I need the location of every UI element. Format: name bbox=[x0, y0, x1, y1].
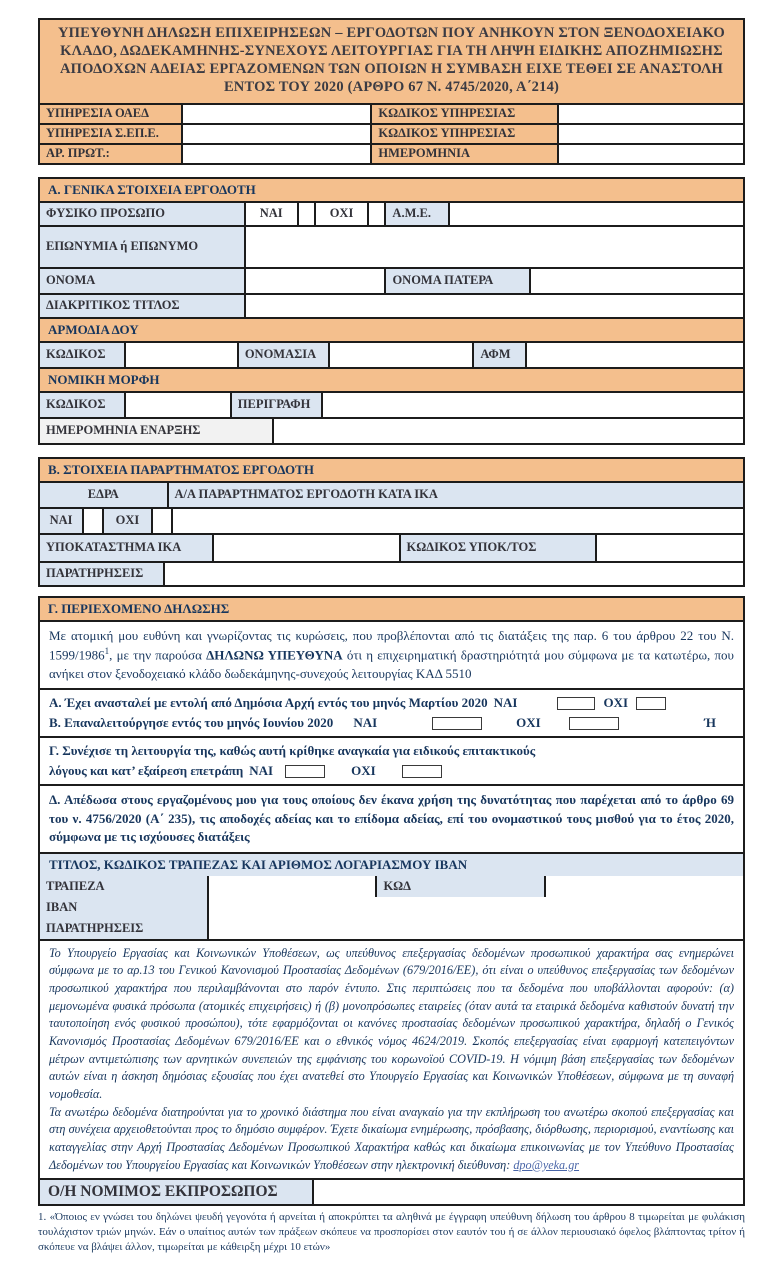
input-bank[interactable] bbox=[209, 876, 378, 897]
input-legal-representative[interactable] bbox=[314, 1180, 743, 1204]
gdpr-paragraph-2 bbox=[49, 1104, 734, 1175]
label-ika-branch: ΥΠΟΚΑΤΑΣΤΗΜΑ ΙΚΑ bbox=[40, 535, 212, 561]
input-branch-number[interactable] bbox=[171, 509, 743, 533]
input-service-code-sepe[interactable] bbox=[557, 125, 743, 143]
label-b-remarks: ΠΑΡΑΤΗΡΗΣΕΙΣ bbox=[40, 563, 163, 585]
label-bank: ΤΡΑΠΕΖΑ bbox=[40, 876, 209, 897]
row-first-name bbox=[40, 267, 743, 293]
legal-form-header: ΝΟΜΙΚΗ ΜΟΡΦΗ bbox=[40, 367, 743, 391]
option-no-label: ΟΧΙ bbox=[314, 203, 367, 225]
checkbox-item-b-yes[interactable] bbox=[432, 717, 482, 730]
item-d-text: Δ. Απέδωσα στους εργαζομένους μου για τους οποίους δεν έκανα χρήση της δυνατότητας που παρέχεται από το άρθρο 69 του ν. 4756/2020 (Α΄ 235), τις αποδοχές αδείας και το επίδομα αδείας, επί του ονομαστικού τους μισθού για το έτος 2020, σύμφωνα με τις ισχύουσες διατάξεις bbox=[40, 784, 743, 851]
item-b-yes-label: ΝΑΙ bbox=[353, 715, 378, 731]
checkbox-physical-no[interactable] bbox=[367, 203, 385, 225]
label-date: ΗΜΕΡΟΜΗΝΙΑ bbox=[370, 145, 556, 163]
item-c-line1: Γ. Συνέχισε τη λειτουργία της, καθώς αυτή κρίθηκε αναγκαία για ειδικούς επιτακτικούς bbox=[49, 743, 536, 759]
input-service-sepe[interactable] bbox=[181, 125, 371, 143]
row-company-name bbox=[40, 225, 743, 267]
input-ame[interactable] bbox=[448, 203, 743, 225]
label-service-sepe: ΥΠΗΡΕΣΙΑ Σ.ΕΠ.Ε. bbox=[40, 125, 181, 143]
footnote-ref: 1 bbox=[104, 645, 110, 656]
section-c-header: Γ. ΠΕΡΙΕΧΟΜΕΝΟ ΔΗΛΩΣΗΣ bbox=[40, 598, 743, 620]
label-bank-code: ΚΩΔ bbox=[377, 876, 546, 897]
bank-section-header: ΤΙΤΛΟΣ, ΚΩΔΙΚΟΣ ΤΡΑΠΕΖΑΣ ΚΑΙ ΑΡΙΘΜΟΣ ΛΟΓΑΡΙΑΣΜΟΥ ΙΒΑΝ bbox=[40, 852, 743, 876]
label-legal-code: ΚΩΔΙΚΟΣ bbox=[40, 393, 124, 417]
input-b-remarks[interactable] bbox=[163, 563, 743, 585]
input-ika-code[interactable] bbox=[595, 535, 743, 561]
input-afm[interactable] bbox=[525, 343, 743, 367]
section-b-branch-details bbox=[38, 457, 745, 587]
input-bank-code[interactable] bbox=[546, 876, 743, 897]
label-doy-name: ΟΝΟΜΑΣΙΑ bbox=[237, 343, 328, 367]
row-bank-remarks bbox=[40, 918, 743, 939]
section-b-header: Β. ΣΤΟΙΧΕΙΑ ΠΑΡΑΡΤΗΜΑΤΟΣ ΕΡΓΟΔΟΤΗ bbox=[40, 459, 743, 481]
item-c-block bbox=[40, 736, 743, 784]
row-legal-representative bbox=[40, 1178, 743, 1204]
intro-text-3: ότι η επιχειρηματική δραστηριότητά μου σύμφωνα με τα κατωτέρω, που ανήκει στον ξενοδοχειακό κλάδο δωδεκάμηνης-συνεχούς λειτουργίας ΚΑΔ 5510 bbox=[49, 647, 734, 681]
declaration-intro bbox=[40, 620, 743, 689]
item-c-line2 bbox=[40, 761, 743, 781]
item-b-or-label: Ή bbox=[704, 715, 716, 731]
option-yes-label: ΝΑΙ bbox=[244, 203, 297, 225]
input-protocol-number[interactable] bbox=[181, 145, 371, 163]
doy-header: ΑΡΜΟΔΙΑ ΔΟΥ bbox=[40, 317, 743, 341]
item-c-no-label: ΟΧΙ bbox=[351, 763, 376, 779]
item-a-yes-label: ΝΑΙ bbox=[493, 695, 518, 711]
label-service-code-sepe: ΚΩΔΙΚΟΣ ΥΠΗΡΕΣΙΑΣ bbox=[370, 125, 556, 143]
label-first-name: ΟΝΟΜΑ bbox=[40, 269, 244, 293]
items-a-b-block bbox=[40, 688, 743, 736]
row-seat-yes-no bbox=[40, 507, 743, 533]
intro-declare-bold: ΔΗΛΩΝΩ ΥΠΕΥΘΥΝΑ bbox=[206, 647, 343, 663]
input-bank-remarks[interactable] bbox=[209, 918, 743, 939]
item-b-line bbox=[40, 713, 743, 733]
gdpr-paragraph-1: Το Υπουργείο Εργασίας και Κοινωνικών Υποθέσεων, ως υπεύθυνος επεξεργασίας δεδομένων προσωπικού χαρακτήρα σας ενημερώνει σύμφωνα με το αρ.13 του Γενικού Κανονισμού Προστασίας Δεδομένων (679/2016/ΕΕ), ότι είναι ο υπεύθυνος επεξεργασίας των δεδομένων προσωπικού χαρακτήρα που περιλαμβάνονται στο παρόν έντυπο. Στις περιπτώσεις που τα δεδομένα που υποβάλλονται αφορούν: (α) μεμονωμένα φυσικά πρόσωπα (ατομικές επιχειρήσεις) ή (β) μονοπρόσωπες εταιρείες (όταν αυτά τα εταιρικά δεδομένα καθιστούν δυνατή την ταυτοποίηση ενός φυσικού προσώπου), τότε εφαρμόζονται οι κανόνες προστασίας δεδομένων προσωπικού χαρακτήρα, δηλαδή ο Γενικός Κανονισμός Προστασίας Δεδομένων 679/2016/ΕΕ και ο εθνικός νόμος 4624/2019. Σκοπός επεξεργασίας είναι εφαρμογή κατεπειγόντων μέτρων αντιμετώπισης των αρνητικών συνεπειών της εμφάνισης του κορωνοϊού COVID-19. Η νόμιμη βάση επεξεργασίας των δεδομένων αυτών είναι η άσκηση δημόσιας εξουσίας που έχει ανατεθεί στο Υπουργείο Εργασίας και Κοινωνικών Υποθέσεων, σύμφωνα με τη συναφή νομοθεσία. bbox=[49, 945, 734, 1102]
input-doy-name[interactable] bbox=[328, 343, 472, 367]
input-service-oaed[interactable] bbox=[181, 105, 371, 123]
service-row-sepe bbox=[40, 123, 743, 143]
seat-yes-label: ΝΑΙ bbox=[40, 509, 82, 533]
label-legal-description: ΠΕΡΙΓΡΑΦΗ bbox=[230, 393, 321, 417]
label-trade-title: ΔΙΑΚΡΙΤΙΚΟΣ ΤΙΤΛΟΣ bbox=[40, 295, 244, 317]
bank-rows bbox=[40, 876, 743, 939]
input-legal-code[interactable] bbox=[124, 393, 229, 417]
label-father-name: ΟΝΟΜΑ ΠΑΤΕΡΑ bbox=[384, 269, 528, 293]
label-service-code-oaed: ΚΩΔΙΚΟΣ ΥΠΗΡΕΣΙΑΣ bbox=[370, 105, 556, 123]
row-b-remarks bbox=[40, 561, 743, 585]
gdpr-notice bbox=[40, 939, 743, 1179]
label-bank-remarks: ΠΑΡΑΤΗΡΗΣΕΙΣ bbox=[40, 918, 209, 939]
dpo-email-link[interactable]: dpo@yeka.gr bbox=[513, 1157, 580, 1172]
input-iban[interactable] bbox=[209, 897, 743, 918]
seat-no-label: ΟΧΙ bbox=[102, 509, 151, 533]
section-a-header: Α. ΓΕΝΙΚΑ ΣΤΟΙΧΕΙΑ ΕΡΓΟΔΟΤΗ bbox=[40, 179, 743, 201]
row-iban bbox=[40, 897, 743, 918]
service-row-protocol bbox=[40, 143, 743, 163]
checkbox-seat-yes[interactable] bbox=[82, 509, 102, 533]
input-legal-description[interactable] bbox=[321, 393, 743, 417]
intro-text-2: , με την παρούσα bbox=[109, 647, 207, 663]
label-physical-person: ΦΥΣΙΚΟ ΠΡΟΣΩΠΟ bbox=[40, 203, 244, 225]
form-title: ΥΠΕΥΘΥΝΗ ΔΗΛΩΣΗ ΕΠΙΧΕΙΡΗΣΕΩΝ – ΕΡΓΟΔΟΤΩΝ ΠΟΥ ΑΝΗΚΟΥΝ ΣΤΟΝ ΞΕΝΟΔΟΧΕΙΑΚΟ ΚΛΑΔΟ, ΔΩΔΕΚΑΜΗΝΗΣ-ΣΥΝΕΧΟΥΣ ΛΕΙΤΟΥΡΓΙΑΣ ΓΙΑ ΤΗ ΛΗΨΗ ΕΙΔΙΚΗΣ ΑΠΟΖΗΜΙΩΣΗΣ ΑΠΟΔΟΧΩΝ ΑΔΕΙΑΣ ΕΡΓΑΖΟΜΕΝΩΝ ΤΩΝ ΟΠΟΙΩΝ Η ΣΥΜΒΑΣΗ ΕΙΧΕ ΤΕΘΕΙ ΣΕ ΑΝΑΣΤΟΛΗ ΕΝΤΟΣ ΤΟΥ 2020 (ΑΡΘΡΟ 67 Ν. 4745/2020, Α΄214) bbox=[40, 20, 743, 103]
label-company-name: ΕΠΩΝΥΜΙΑ ή ΕΠΩΝΥΜΟ bbox=[40, 227, 244, 267]
legal-footnote: 1. «Όποιος εν γνώσει του δηλώνει ψευδή γεγονότα ή αρνείται ή αποκρύπτει τα αληθινά με έγγραφη υπεύθυνη δήλωση του άρθρου 8 τιμωρείται με φυλάκιση τουλάχιστον τριών μηνών. Εάν ο υπαίτιος αυτών των πράξεων σκόπευε να προσπορίσει στον εαυτόν του ή σε άλλον περιουσιακό όφελος βλάπτοντας τρίτον ή σκόπευε να βλάψει άλλον, τιμωρείται με κάθειρξη μέχρι 10 ετών» bbox=[38, 1211, 745, 1254]
checkbox-physical-yes[interactable] bbox=[297, 203, 315, 225]
item-c-line2-text: λόγους και κατ’ εξαίρεση επετράπη bbox=[49, 763, 244, 779]
input-service-code-oaed[interactable] bbox=[557, 105, 743, 123]
item-a-line bbox=[40, 693, 743, 713]
checkbox-item-c-yes[interactable] bbox=[285, 765, 325, 778]
label-legal-representative: Ο/Η ΝΟΜΙΜΟΣ ΕΚΠΡΟΣΩΠΟΣ bbox=[40, 1180, 314, 1204]
header-block bbox=[38, 18, 745, 165]
input-first-name[interactable] bbox=[244, 269, 385, 293]
input-doy-code[interactable] bbox=[124, 343, 236, 367]
row-ika-branch bbox=[40, 533, 743, 561]
input-trade-title[interactable] bbox=[244, 295, 743, 317]
section-c-declaration-content bbox=[38, 596, 745, 1207]
input-date[interactable] bbox=[557, 145, 743, 163]
input-company-name[interactable] bbox=[244, 227, 743, 267]
input-father-name[interactable] bbox=[529, 269, 743, 293]
label-branch-number: Α/Α ΠΑΡΑΡΤΗΜΑΤΟΣ ΕΡΓΟΔΟΤΗ ΚΑΤΑ ΙΚΑ bbox=[167, 483, 743, 507]
checkbox-item-a-yes[interactable] bbox=[557, 697, 595, 710]
label-start-date: ΗΜΕΡΟΜΗΝΙΑ ΕΝΑΡΞΗΣ bbox=[40, 419, 272, 443]
service-row-oaed bbox=[40, 103, 743, 123]
checkbox-item-c-no[interactable] bbox=[402, 765, 442, 778]
row-start-date bbox=[40, 417, 743, 443]
checkbox-item-b-no[interactable] bbox=[569, 717, 619, 730]
item-a-text: Α. Έχει ανασταλεί με εντολή από Δημόσια Αρχή εντός του μηνός Μαρτίου 2020 bbox=[49, 695, 488, 711]
row-physical-person bbox=[40, 201, 743, 225]
label-ika-code: ΚΩΔΙΚΟΣ ΥΠΟΚ/ΤΟΣ bbox=[399, 535, 596, 561]
gdpr-paragraph-2-text: Τα ανωτέρω δεδομένα διατηρούνται για το χρονικό διάστημα που είναι αναγκαίο για την εκπλήρωση του ανωτέρω σκοπού επεξεργασίας και στη συνέχεια αρχειοθετούνται προς το δημόσιο συμφέρον. Έχετε δικαίωμα ενημέρωσης, πρόσβασης, διόρθωσης, περιορισμού, εναντίωσης και καταγγελίας στην Αρχή Προστασίας Δεδομένων Προσωπικού Χαρακτήρα καθώς και δικαίωμα επικοινωνίας με τον Υπεύθυνο Προστασίας Δεδομένων του Υπουργείου Εργασίας και Κοινωνικών Υποθέσεων στην ηλεκτρονική διεύθυνση: bbox=[49, 1104, 734, 1172]
item-b-text: Β. Επαναλειτούργησε εντός του μηνός Ιουνίου 2020 bbox=[49, 715, 334, 731]
label-service-oaed: ΥΠΗΡΕΣΙΑ ΟΑΕΔ bbox=[40, 105, 181, 123]
label-iban: ΙΒΑΝ bbox=[40, 897, 209, 918]
row-seat-branch bbox=[40, 481, 743, 507]
intro-text-1: Με ατομική μου ευθύνη και γνωρίζοντας τις κυρώσεις, που προβλέπονται από τις διατάξεις της παρ. 6 του άρθρου 22 του Ν. 1599/1986 bbox=[49, 627, 734, 663]
label-protocol-number: ΑΡ. ΠΡΩΤ.: bbox=[40, 145, 181, 163]
item-c-yes-label: ΝΑΙ bbox=[249, 763, 274, 779]
row-legal-form bbox=[40, 391, 743, 417]
label-seat: ΕΔΡΑ bbox=[40, 483, 167, 507]
input-ika-branch[interactable] bbox=[212, 535, 398, 561]
item-b-no-label: ΟΧΙ bbox=[516, 715, 541, 731]
row-doy bbox=[40, 341, 743, 367]
label-afm: ΑΦΜ bbox=[472, 343, 525, 367]
item-a-no-label: ΟΧΙ bbox=[603, 695, 628, 711]
label-ame: Α.Μ.Ε. bbox=[384, 203, 447, 225]
checkbox-item-a-no[interactable] bbox=[636, 697, 666, 710]
checkbox-seat-no[interactable] bbox=[151, 509, 171, 533]
row-trade-title bbox=[40, 293, 743, 317]
label-doy-code: ΚΩΔΙΚΟΣ bbox=[40, 343, 124, 367]
section-a-employer-details bbox=[38, 177, 745, 445]
input-start-date[interactable] bbox=[272, 419, 743, 443]
row-bank bbox=[40, 876, 743, 897]
